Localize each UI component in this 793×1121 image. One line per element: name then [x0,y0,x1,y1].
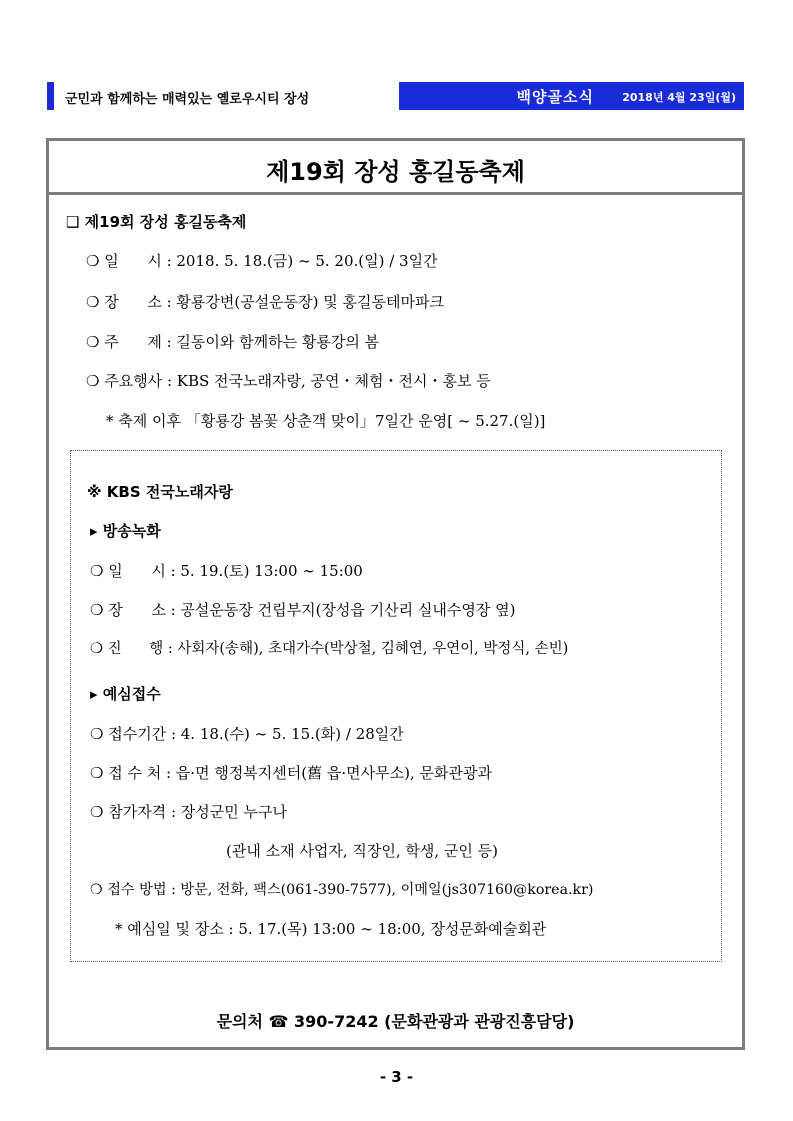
prelim-note: * 예심일 및 장소 : 5. 17.(목) 13:00 ∼ 18:00, 장성문화예술회관 [115,920,547,938]
broadcast-date-item: ❍ 일 시 : 5. 19.(토) 13:00 ∼ 15:00 [90,562,363,580]
festival-place-item: ❍ 장 소 : 황룡강변(공설운동장) 및 홍길동테마파크 [86,293,444,311]
page-title: 제19회 장성 홍길동축제 [266,158,525,186]
main-content-box [46,138,745,1050]
page-number: - 3 - [379,1068,414,1086]
prelim-eligibility-item: ❍ 참가자격 : 장성군민 누구나 [90,803,287,821]
prelim-heading: ▸ 예심접수 [90,685,161,703]
broadcast-place-item: ❍ 장 소 : 공설운동장 건립부지(장성읍 기산리 실내수영장 옆) [90,601,516,619]
festival-events-item: ❍ 주요행사 : KBS 전국노래자랑, 공연・체험・전시・홍보 등 [86,372,491,390]
header-publication-block [399,82,744,110]
prelim-method-item: ❍ 접수 방법 : 방문, 전화, 팩스(061-390-7577), 이메일(js307160@korea.kr) [90,882,594,898]
prelim-eligibility-detail: (관내 소재 사업자, 직장인, 학생, 군인 등) [226,842,498,860]
festival-note: * 축제 이후 「황룡강 봄꽃 상춘객 맞이」7일간 운영[ ~ 5.27.(일)] [106,412,546,430]
header-bar [47,82,744,110]
festival-heading: ❑ 제19회 장성 홍길동축제 [66,213,247,231]
broadcast-heading: ▸ 방송녹화 [90,522,161,540]
prelim-office-item: ❍ 접 수 처 : 읍·면 행정복지센터(舊 읍·면사무소), 문화관광과 [90,764,492,782]
publication-name: 백양골소식 [516,88,594,106]
contact-info: 문의처 ☎ 390-7242 (문화관광과 관광진흥담당) [216,1012,575,1031]
festival-theme-item: ❍ 주 제 : 길동이와 함께하는 황룡강의 봄 [86,333,380,351]
prelim-period-item: ❍ 접수기간 : 4. 18.(수) ~ 5. 15.(화) / 28일간 [90,725,404,743]
festival-date-item: ❍ 일 시 : 2018. 5. 18.(금) ~ 5. 20.(일) / 3일간 [86,252,438,270]
header-slogan: 군민과 함께하는 매력있는 옐로우시티 장성 [65,92,310,107]
header-accent-bar [47,82,54,110]
kbs-heading: ※ KBS 전국노래자랑 [87,483,233,501]
title-row [49,141,742,195]
broadcast-host-item: ❍ 진 행 : 사회자(송해), 초대가수(박상철, 김혜연, 우연이, 박정식, 손빈) [90,641,569,657]
kbs-section-box [70,450,722,962]
publication-date: 2018년 4월 23일(월) [622,91,736,104]
